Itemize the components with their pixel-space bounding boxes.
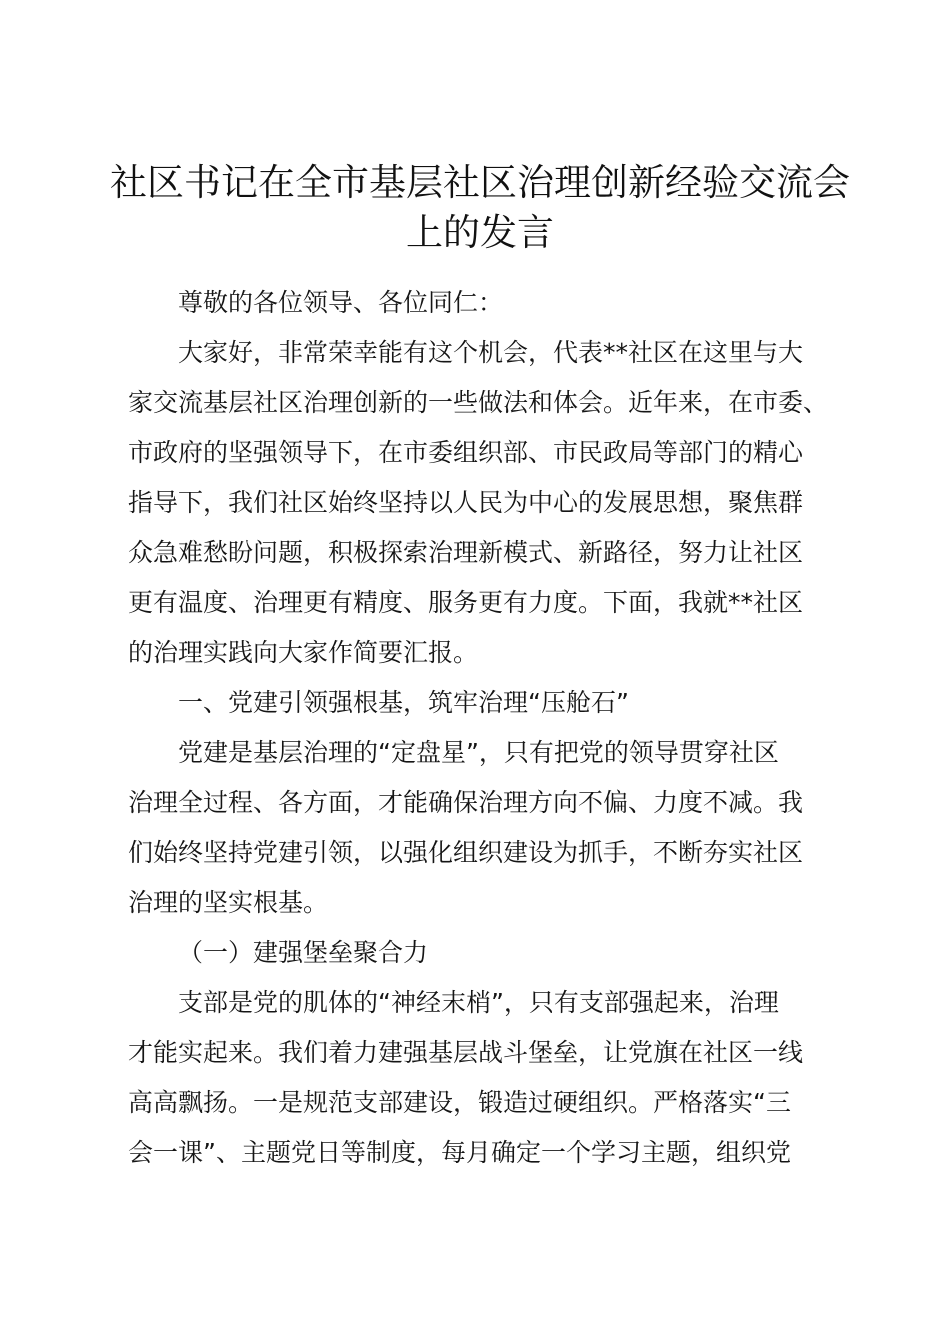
body-line: 的治理实践向大家作简要汇报。: [128, 638, 479, 667]
body-line: 市政府的坚强领导下，在市委组织部、市民政局等部门的精心: [128, 438, 804, 467]
body-line: 才能实起来。我们着力建强基层战斗堡垒，让党旗在社区一线: [128, 1038, 804, 1067]
body-line: 们始终坚持党建引领，以强化组织建设为抓手，不断夯实社区: [128, 838, 804, 867]
body-line: 更有温度、治理更有精度、服务更有力度。下面，我就**社区: [128, 588, 804, 617]
body-line: 治理全过程、各方面，才能确保治理方向不偏、力度不减。我: [128, 788, 804, 817]
body-line: 众急难愁盼问题，积极探索治理新模式、新路径，努力让社区: [128, 538, 804, 567]
section-heading: 一、党建引领强根基，筑牢治理“压舱石”: [178, 688, 629, 717]
body-line: 高高飘扬。一是规范支部建设，锻造过硬组织。严格落实“三: [128, 1088, 791, 1117]
body-line: 大家好，非常荣幸能有这个机会，代表**社区在这里与大: [178, 338, 804, 367]
subsection-heading: （一）建强堡垒聚合力: [178, 938, 429, 967]
body-line: 家交流基层社区治理创新的一些做法和体会。近年来，在市委、: [128, 388, 829, 417]
body-line: 指导下，我们社区始终坚持以人民为中心的发展思想，聚焦群: [128, 488, 804, 517]
document-title-line-2: 上的发言: [406, 211, 554, 254]
body-line: 党建是基层治理的“定盘星”，只有把党的领导贯穿社区: [178, 738, 779, 767]
salutation: 尊敬的各位领导、各位同仁：: [178, 288, 504, 317]
document-title-line-1: 社区书记在全市基层社区治理创新经验交流会: [110, 161, 850, 204]
body-line: 会一课”、主题党日等制度，每月确定一个学习主题，组织党: [128, 1138, 791, 1167]
body-line: 支部是党的肌体的“神经末梢”，只有支部强起来，治理: [178, 988, 779, 1017]
body-line: 治理的坚实根基。: [128, 888, 329, 917]
